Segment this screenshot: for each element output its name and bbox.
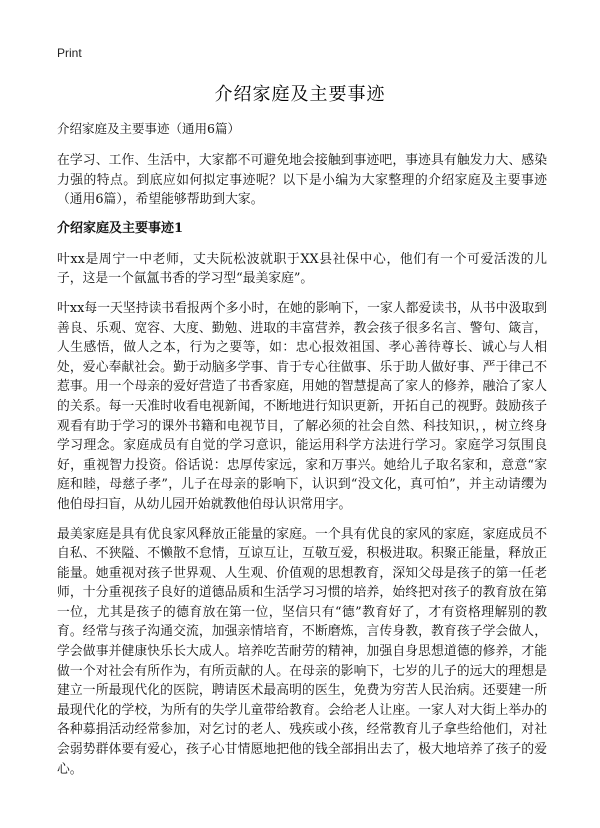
body-paragraph: 最美家庭是具有优良家风释放正能量的家庭。一个具有优良的家风的家庭，家庭成员不自私、不狭隘、不懒散不怠情，互谅互让，互敬互爱，积极进取。积聚正能量，释放正能量。她重视对孩子世界观、人生观、价值观的思想教育，深知父母是孩子的第一任老师，十分重视孩子良好的道德品质和生活学习习惯的培养，始终把对孩子的教育放在第一位，尤其是孩子的德育放在第一位，坚信只有“德”教育好了，才有资格理解别的教育。经常与孩子沟通交流，加强亲情培育，不断磨炼，言传身教，教育孩子学会做人，学会做事并健康快乐长大成人。培养吃苦耐劳的精神，加强自身思想道德的修养，才能做一个对社会有所作为，有所贡献的人。在母亲的影响下，七岁的儿子的远大的理想是建立一所最现代化的医院，聘请医术最高明的医生，免费为穷苦人民治病。还要建一所最现代化的学校，为所有的失学儿童带给教育。会给老人让座。一家人对大街上举办的各种募捐活动经常参加，对乞讨的老人、残疾或小孩，经常教育儿子拿些给他们，对社会弱势群体要有爱心，孩子心甘情愿地把他的钱全部捐出去了，极大地培养了孩子的爱心。 (57, 526, 547, 777)
article-subtitle: 介绍家庭及主要事迹（通用6篇） (57, 121, 240, 136)
intro-paragraph: 在学习、工作、生活中，大家都不可避免地会接触到事迹吧，事迹具有触发力大、感染力强的特点。到底应如何拟定事迹呢？以下是小编为大家整理的介绍家庭及主要事迹（通用6篇），希望能够帮助到大家。 (57, 153, 547, 208)
article-body (57, 120, 547, 789)
print-link[interactable]: Print (57, 46, 82, 60)
page-title: 介绍家庭及主要事迹 (214, 84, 386, 105)
section-heading: 介绍家庭及主要事迹1 (57, 220, 184, 236)
body-paragraph: 叶xx每一天坚持读书看报两个多小时，在她的影响下，一家人都爱读书，从书中汲取到善良、乐观、宽容、大度、勤勉、进取的丰富营养，教会孩子很多名言、警句、箴言，人生感悟，做人之本，行为之要等，如：忠心报效祖国、孝心善待尊长、诚心与人相处，爱心奉献社会。勤于动脑多学事、肯于专心往做事、乐于助人做好事、严于律己不惹事。用一个母亲的爱好营造了书香家庭，用她的智慧提高了家人的修养，融洽了家人的关系。每一天准时收看电视新闻，不断地进行知识更新，开拓自己的视野。鼓励孩子观看有助于学习的课外书籍和电视节目，了解必须的社会自然、科技知识，，树立终身学习理念。家庭成员有自觉的学习意识，能运用科学方法进行学习。家庭学习氛围良好，重视智力投资。俗话说：忠厚传家远，家和万事兴。她给儿子取名家和，意意“家庭和睦，母慈子孝”，儿子在母亲的影响下，认识到“没文化，真可怕”，并主动请缨为他伯母扫盲，从幼儿园开始就教他伯母认识常用字。 (57, 300, 547, 512)
body-paragraph: 叶xx是周宁一中老师，丈夫阮松波就职于XX县社保中心，他们有一个可爱活泼的儿子，这是一个氤氲书香的学习型“最美家庭”。 (57, 251, 547, 287)
